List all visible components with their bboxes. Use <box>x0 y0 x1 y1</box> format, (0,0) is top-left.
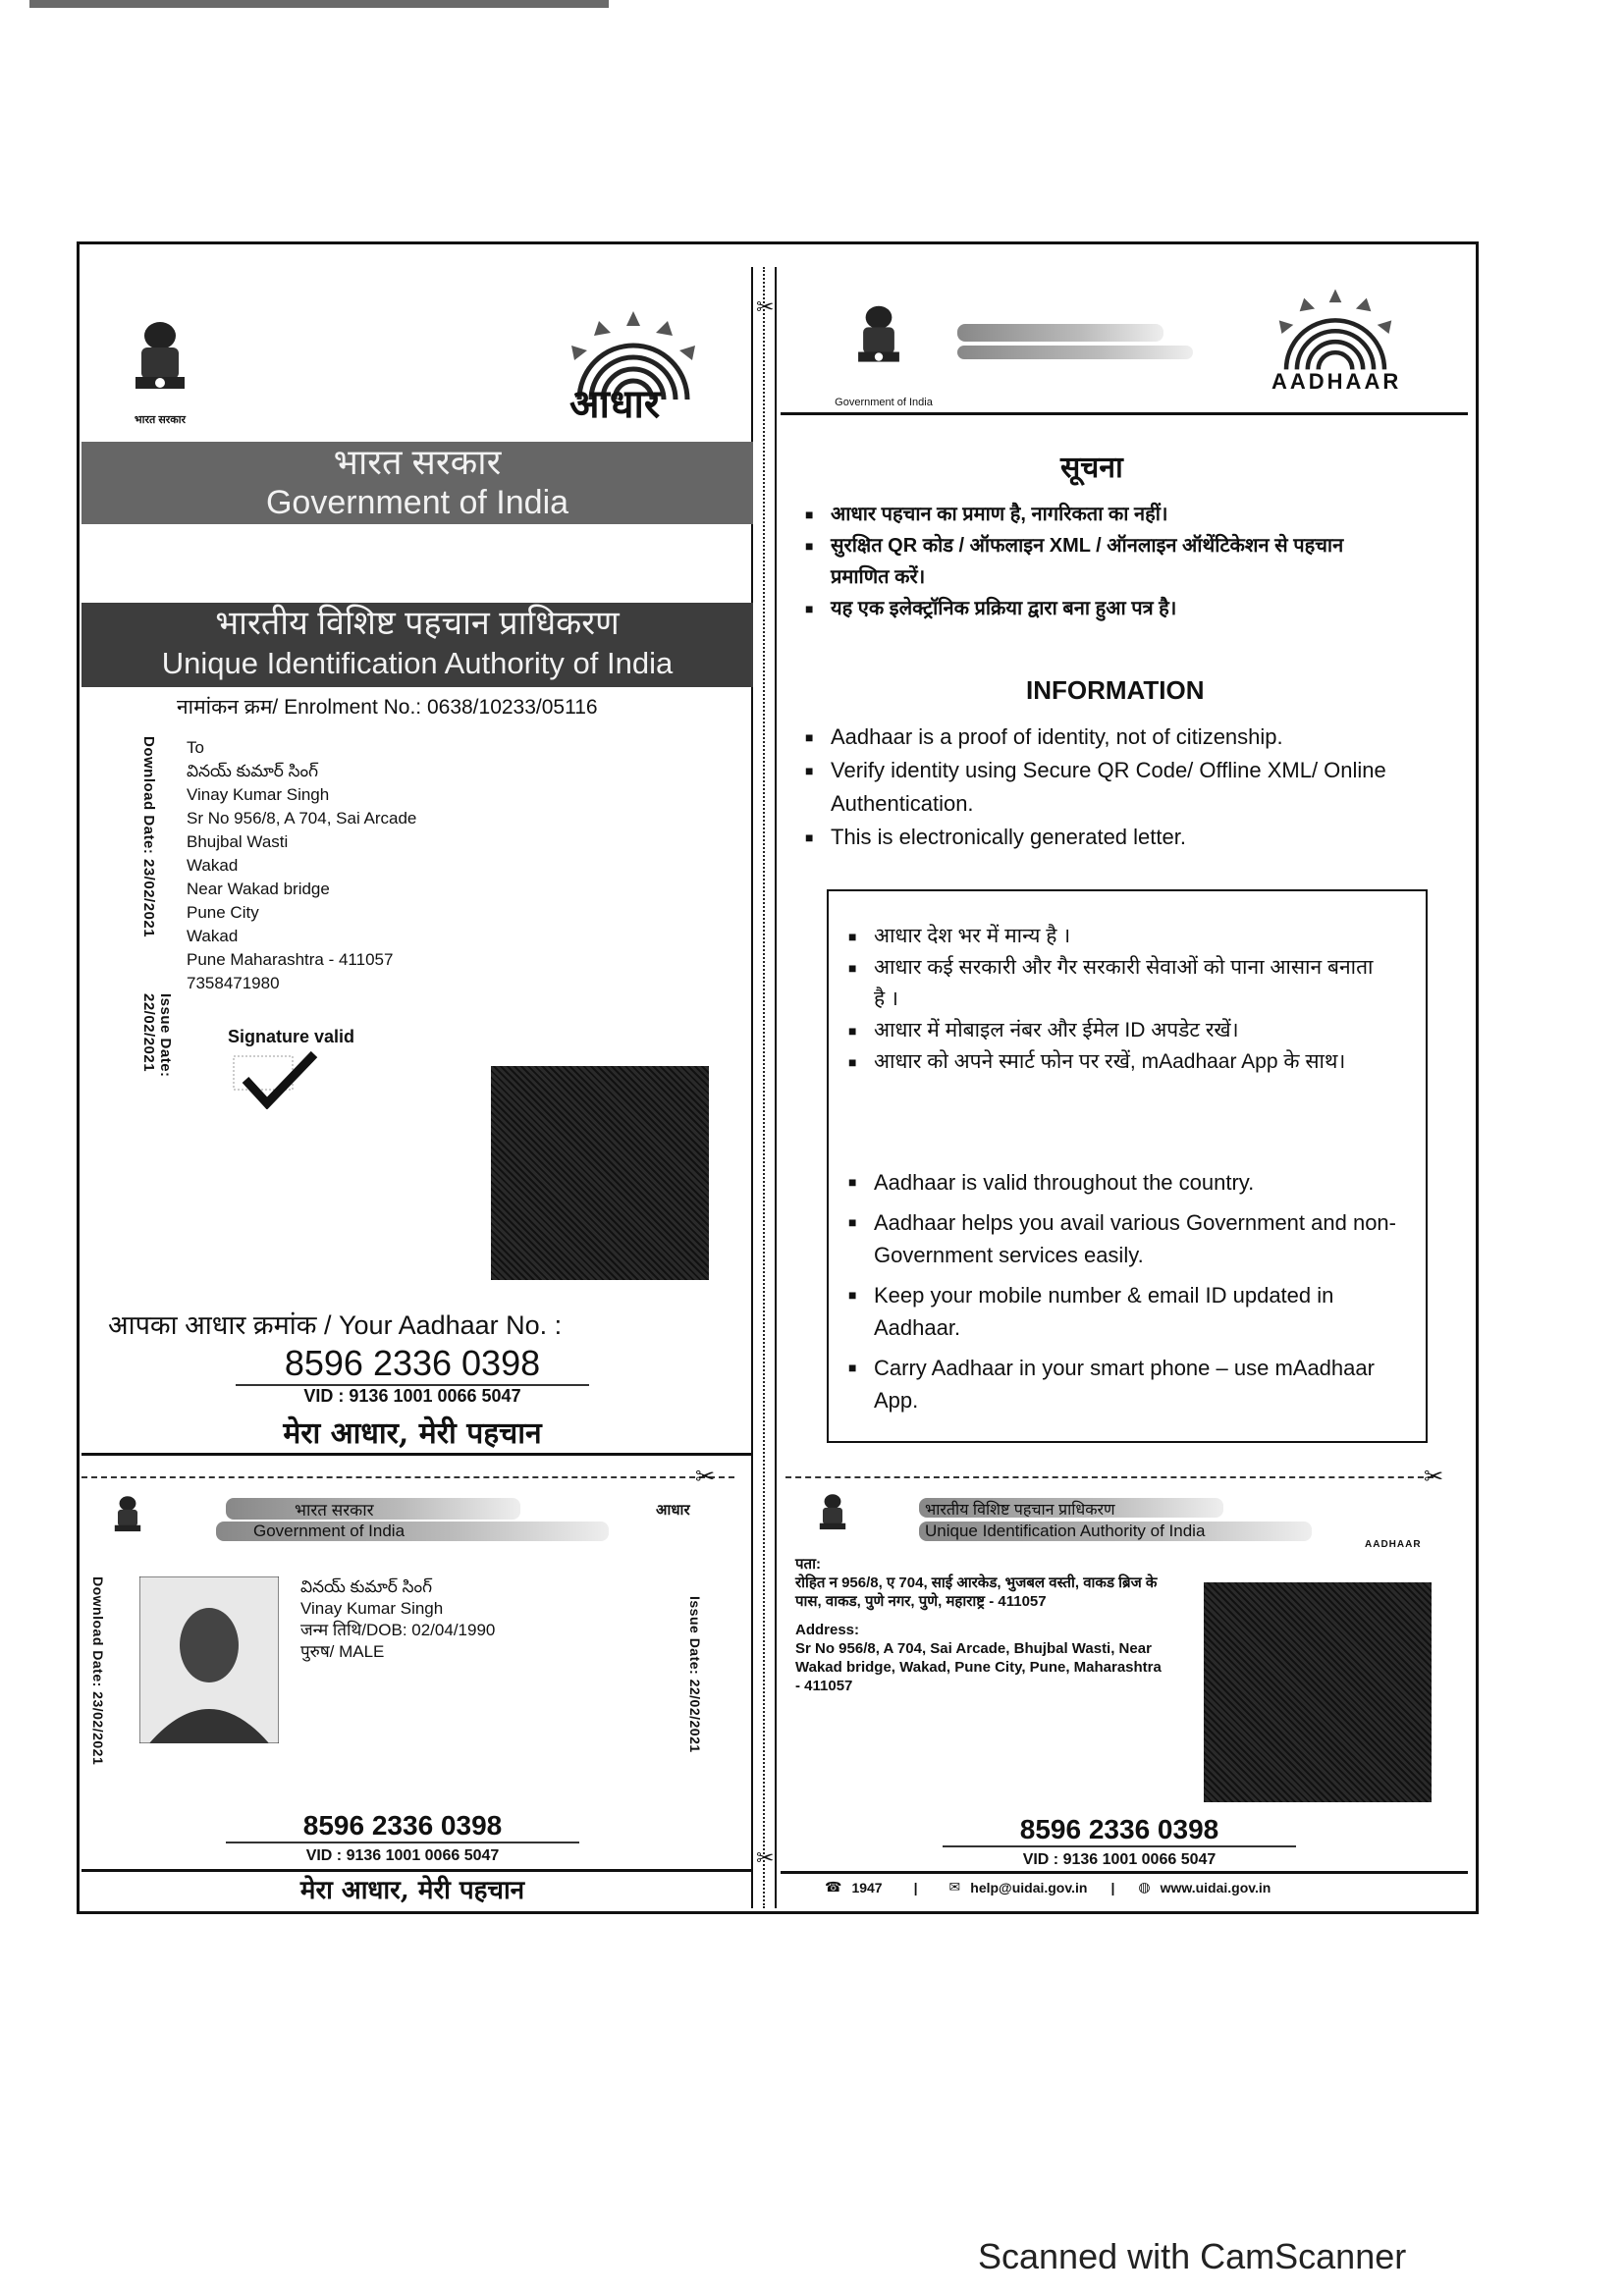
notice-list-hindi <box>805 499 1394 624</box>
phone-number: 7358471980 <box>187 974 280 992</box>
scissors-icon: ✂ <box>756 1845 775 1870</box>
card-aadhaar-number: 8596 2336 0398 <box>226 1810 579 1843</box>
enrolment-number: 0638/10233/05116 <box>426 696 598 719</box>
list-item: ■ आधार कई सरकारी और गैर सरकारी सेवाओं को पाना आसान बनाता है । <box>848 952 1379 1015</box>
recipient-name: Vinay Kumar Singh <box>187 785 330 804</box>
card-name: Vinay Kumar Singh <box>300 1599 444 1618</box>
info-box-english-list <box>848 1166 1398 1416</box>
card-aadhaar-english: AADHAAR <box>1365 1539 1422 1550</box>
card-gov-english: Government of India <box>253 1522 406 1540</box>
card-gov-hindi: भारत सरकार <box>295 1501 374 1520</box>
list-item: ■ आधार देश भर में मान्य है । <box>848 921 1379 952</box>
card-aadhaar-hindi: आधार <box>656 1502 690 1519</box>
aadhaar-logo-icon <box>1252 285 1419 383</box>
list-item: ■ Keep your mobile number & email ID updated in Aadhaar. <box>848 1279 1398 1344</box>
aadhaar-number: 8596 2336 0398 <box>236 1343 589 1386</box>
address-line: Bhujbal Wasti <box>187 832 289 851</box>
aadhaar-english-wordmark: AADHAAR <box>1271 369 1402 394</box>
information-title: INFORMATION <box>1026 675 1205 705</box>
list-item: ■ This is electronically generated letter. <box>805 821 1453 854</box>
emblem-caption: भारत सरकार <box>134 414 187 426</box>
card-issue-date: Issue Date: 22/02/2021 <box>687 1596 703 1753</box>
gov-hindi: भारत सरकार <box>333 442 502 482</box>
section-rule <box>81 1453 753 1456</box>
enrolment-label: नामांकन क्रम/ Enrolment No.: <box>177 696 422 719</box>
uidai-english: Unique Identification Authority of India <box>161 646 674 680</box>
website-link[interactable]: www.uidai.gov.in <box>1160 1879 1271 1896</box>
camscanner-watermark: Scanned with CamScanner <box>978 2236 1407 2276</box>
section-rule <box>781 412 1468 415</box>
separator: | <box>1110 1879 1115 1896</box>
list-item: ■ Aadhaar is a proof of identity, not of citizenship. <box>805 721 1453 754</box>
scissors-icon: ✂ <box>756 294 775 319</box>
address-hindi: रोहित न 956/8, ए 704, साई आरकेड, भुजबल वस्ती, वाकड ब्रिज के पास, वाकड, पुणे नगर, पुणे, महाराष्ट्र - 411057 <box>795 1575 1158 1610</box>
cut-line <box>81 1476 734 1478</box>
uidai-hindi: भारतीय विशिष्ट पहचान प्राधिकरण <box>215 605 620 642</box>
card-vid: VID : 9136 1001 0066 5047 <box>305 1847 500 1864</box>
contact-strip <box>825 1879 1453 1896</box>
card-uidai-hindi: भारतीय विशिष्ट पहचान प्राधिकरण <box>925 1502 1115 1519</box>
issue-date: Issue Date: 22/02/2021 <box>140 993 174 1078</box>
scissors-icon: ✂ <box>1424 1464 1444 1490</box>
signature-check-icon <box>232 1050 320 1109</box>
info-box <box>827 889 1428 1443</box>
redaction-mark <box>957 324 1163 342</box>
globe-icon: ◍ <box>1138 1879 1151 1895</box>
uidai-header-band <box>81 603 753 687</box>
list-item: ■ Carry Aadhaar in your smart phone – use mAadhaar App. <box>848 1352 1398 1416</box>
cut-line <box>785 1476 1434 1478</box>
address-line: Pune City <box>187 903 259 922</box>
phone-icon: ☎ <box>825 1879 842 1895</box>
signature-valid-label: Signature valid <box>228 1027 355 1046</box>
list-item: ■ आधार को अपने स्मार्ट फोन पर रखें, mAadhaar App के साथ। <box>848 1046 1379 1078</box>
card-qr-code <box>1204 1582 1432 1802</box>
separator: | <box>913 1879 918 1896</box>
vid-number: VID : 9136 1001 0066 5047 <box>303 1386 521 1406</box>
card-back-vid: VID : 9136 1001 0066 5047 <box>1022 1851 1217 1868</box>
address-line: Pune Maharashtra - 411057 <box>187 950 394 969</box>
list-item: ■ Aadhaar is valid throughout the country. <box>848 1166 1398 1199</box>
list-item: ■ यह एक इलेक्ट्रॉनिक प्रक्रिया द्वारा बना हुआ पत्र है। <box>805 593 1394 624</box>
holder-photo <box>139 1576 279 1743</box>
tagline: मेरा आधार, मेरी पहचान <box>283 1416 542 1451</box>
card-address-block <box>795 1555 1188 1695</box>
info-box-hindi-list <box>848 921 1379 1078</box>
address-english: Sr No 956/8, A 704, Sai Arcade, Bhujbal Wasti, Near Wakad bridge, Wakad, Pune City, Pune, Maharashtra - 411057 <box>795 1640 1162 1694</box>
list-item: ■ आधार पहचान का प्रमाण है, नागरिकता का नहीं। <box>805 499 1394 530</box>
aadhaar-hindi-wordmark: आधार <box>569 383 661 426</box>
list-item: ■ सुरक्षित QR कोड / ऑफलाइन XML / ऑनलाइन ऑथेंटिकेशन से पहचान प्रमाणित करें। <box>805 530 1394 593</box>
vertical-cut-divider <box>751 267 777 1908</box>
card-download-date: Download Date: 23/02/2021 <box>90 1576 106 1766</box>
secure-qr-code <box>491 1066 709 1280</box>
redaction-mark <box>957 346 1193 359</box>
emblem-caption: Government of India <box>835 397 933 408</box>
gov-header-band <box>81 442 753 524</box>
address-label-hindi: पता: <box>795 1556 821 1573</box>
card-gender: पुरुष/ MALE <box>300 1642 385 1661</box>
list-item: ■ Verify identity using Secure QR Code/ Offline XML/ Online Authentication. <box>805 754 1453 821</box>
card-uidai-english: Unique Identification Authority of India <box>925 1522 1206 1540</box>
card-uidai-header <box>919 1498 1312 1545</box>
card-holder-details <box>300 1576 495 1663</box>
section-rule <box>781 1871 1468 1874</box>
recipient-name-telugu: వినయ్ కుమార్ సింగ్ <box>187 762 319 780</box>
download-date: Download Date: 23/02/2021 <box>140 736 157 938</box>
ashoka-emblem-icon <box>811 1490 854 1547</box>
ashoka-emblem-icon <box>120 314 200 422</box>
ashoka-emblem-icon <box>844 299 913 390</box>
address-line: Wakad <box>187 927 239 945</box>
notice-title-hindi: सूचना <box>1060 452 1123 484</box>
address-line: Near Wakad bridge <box>187 880 330 898</box>
your-aadhaar-label: आपका आधार क्रमांक / Your Aadhaar No. : <box>108 1310 563 1340</box>
address-line: Sr No 956/8, A 704, Sai Arcade <box>187 809 417 828</box>
address-label: Address: <box>795 1622 860 1638</box>
card-tagline: मेरा आधार, मेरी पहचान <box>299 1876 525 1905</box>
scan-edge-bar <box>29 0 609 8</box>
address-line: Wakad <box>187 856 239 875</box>
enrolment-line <box>177 693 598 721</box>
to-label: To <box>187 738 204 757</box>
information-list <box>805 721 1453 854</box>
card-dob: जन्म तिथि/DOB: 02/04/1990 <box>300 1621 496 1639</box>
scissors-icon: ✂ <box>695 1464 716 1490</box>
helpline-number: 1947 <box>851 1879 883 1896</box>
card-gov-header <box>216 1498 520 1543</box>
gov-english: Government of India <box>265 484 569 521</box>
list-item: ■ आधार में मोबाइल नंबर और ईमेल ID अपडेट रखें। <box>848 1015 1379 1046</box>
list-item: ■ Aadhaar helps you avail various Government and non-Government services easily. <box>848 1206 1398 1271</box>
help-email[interactable]: help@uidai.gov.in <box>970 1879 1088 1896</box>
email-icon: ✉ <box>948 1879 961 1895</box>
recipient-address-block <box>187 736 579 995</box>
ashoka-emblem-icon <box>106 1492 149 1549</box>
card-back-aadhaar-number: 8596 2336 0398 <box>943 1814 1296 1847</box>
card-name-telugu: వినయ్ కుమార్ సింగ్ <box>300 1577 433 1596</box>
